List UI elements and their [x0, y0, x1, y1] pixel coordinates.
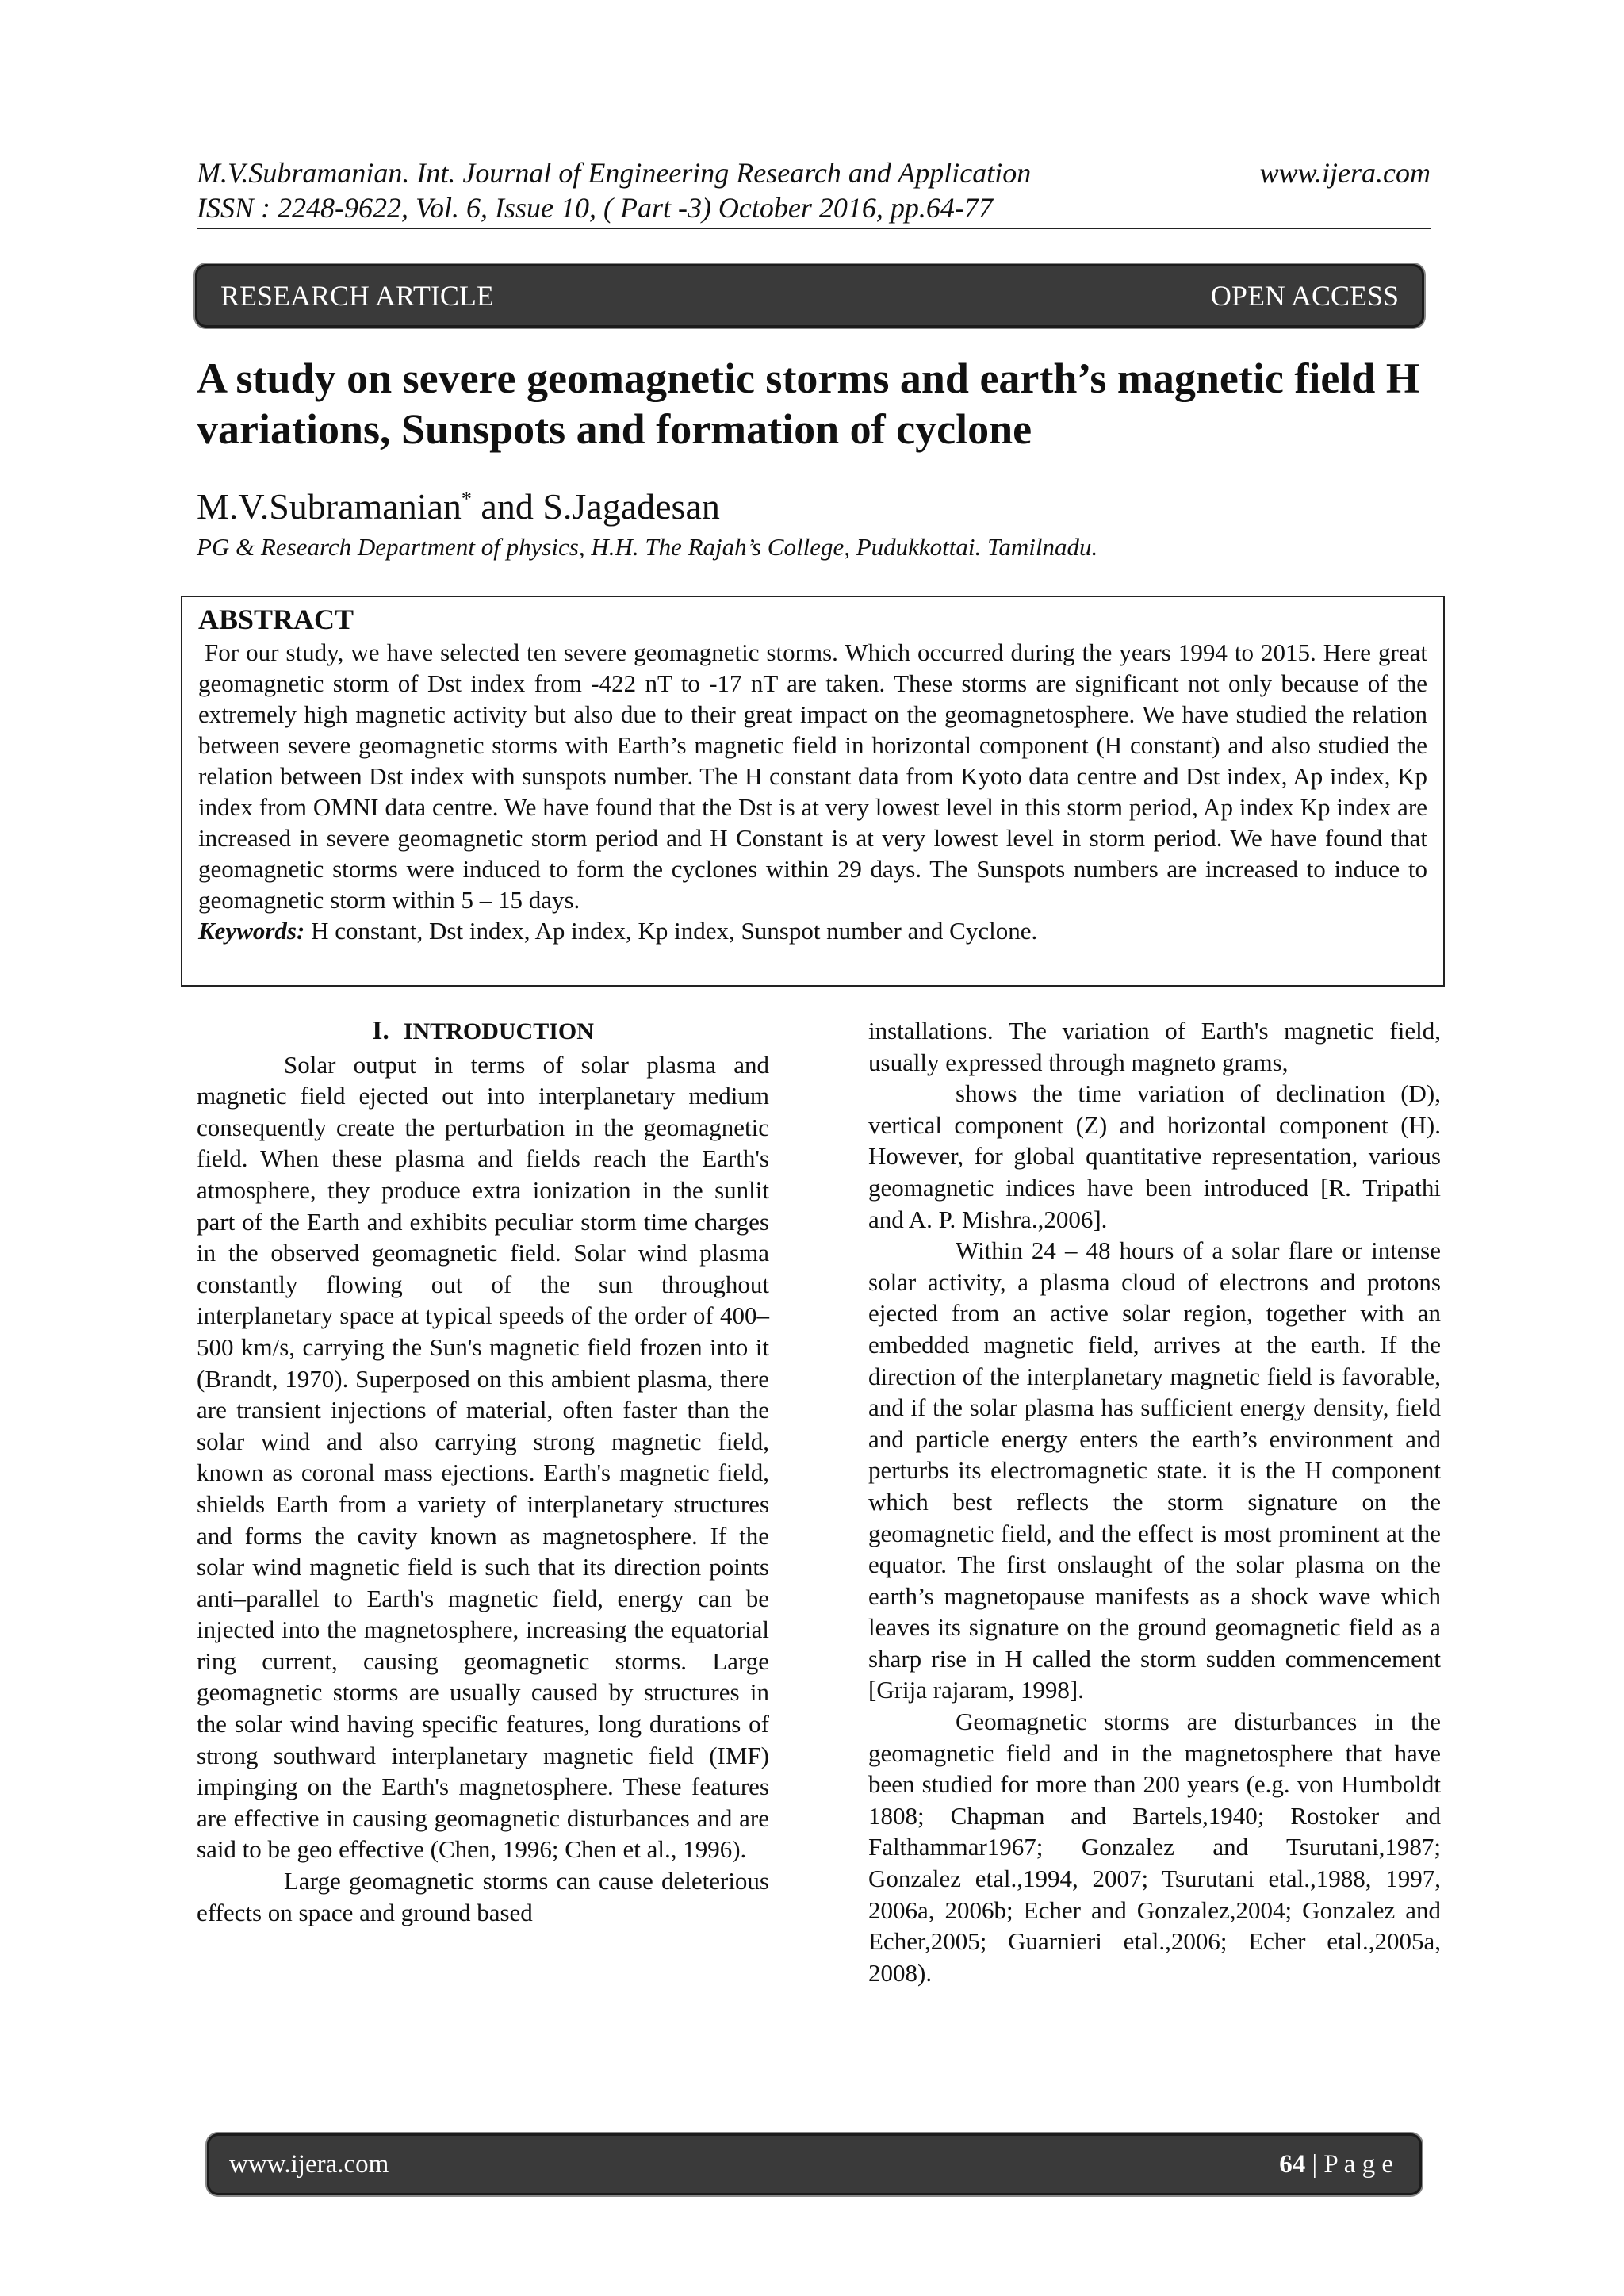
keywords-label: Keywords: — [198, 917, 305, 945]
body-paragraph: shows the time variation of declination (D), vertical component (Z) and horizontal component (H). However, for global quantitative representation, various geomagnetic indices have been introduced [R. Tripathi and A. P. Mishra.,2006]. — [868, 1079, 1441, 1233]
paper-title: A study on severe geomagnetic storms and earth’s magnetic field H variations, Sunspots and formation of cyclone — [197, 355, 1419, 453]
author-primary: M.V.Subramanian — [197, 486, 462, 527]
page-indicator — [1279, 2150, 1393, 2179]
body-paragraph: Solar output in terms of solar plasma and magnetic field ejected out into interplanetary medium consequently create the perturbation in the geomagnetic field. When these plasma and fields reach the Earth's atmosphere, they produce extra ionization in the sunlit part of the Earth and exhibits peculiar storm time charges in the observed geomagnetic field. Solar wind plasma constantly flowing out of the sun throughout interplanetary space at typical speeds of the order of 400–500 km/s, carrying the Sun's magnetic field frozen into it (Brandt, 1970). Superposed on this ambient plasma, there are transient injections of material, often faster than the solar wind and also carrying strong magnetic field, known as coronal mass ejections. Earth's magnetic field, shields Earth from a variety of interplanetary structures and forms the cavity known as magnetosphere. If the solar wind magnetic field is such that its direction points anti–parallel to Earth's magnetic field, energy can be injected into the magnetosphere, increasing the equatorial ring current, causing geomagnetic storms. Large geomagnetic storms are usually caused by structures in the solar wind having specific features, long durations of strong southward interplanetary magnetic field (IMF) impinging on the Earth's magnetosphere. These features are effective in causing geomagnetic disturbances and are said to be geo effective (Chen, 1996; Chen et al., 1996). — [197, 1050, 769, 1864]
abstract-box — [181, 596, 1445, 987]
left-column — [197, 1015, 769, 1928]
running-header — [197, 155, 1431, 225]
article-type-label: RESEARCH ARTICLE — [220, 280, 494, 312]
access-label: OPEN ACCESS — [1210, 280, 1399, 312]
body-paragraph: Large geomagnetic storms can cause deleterious effects on space and ground based — [197, 1867, 769, 1926]
author-secondary: and S.Jagadesan — [471, 486, 720, 527]
right-column — [868, 1015, 1441, 1988]
abstract-text: For our study, we have selected ten severe geomagnetic storms. Which occurred during the years 1994 to 2015. Here great geomagnetic storm of Dst index from -422 nT to -17 nT are taken. These storms are significant not only because of the extremely high magnetic activity but also due to their great impact on the geomagnetosphere. We have studied the relation between severe geomagnetic storms with Earth’s magnetic field in horizontal component (H constant) and also studied the relation between Dst index with sunspots number. The H constant data from Kyoto data centre and Dst index, Ap index, Kp index from OMNI data centre. We have found that the Dst is at very lowest level in this storm period, Ap index Kp index are increased in severe geomagnetic storm period and H Constant is at very lowest level in storm period. We have found that geomagnetic storms were induced to form the cyclones within 29 days. The Sunspots numbers are increased to induce to geomagnetic storm within 5 – 15 days. — [198, 638, 1427, 914]
article-type-banner — [195, 264, 1424, 328]
page-footer — [207, 2133, 1422, 2195]
author-line — [197, 485, 720, 527]
keywords-line — [198, 915, 1427, 946]
section-number: I. — [372, 1016, 389, 1045]
header-rule — [197, 228, 1431, 229]
journal-citation: M.V.Subramanian. Int. Journal of Engineering Research and Application — [197, 157, 1032, 189]
corresponding-mark: * — [461, 487, 472, 511]
keywords-list: H constant, Dst index, Ap index, Kp index, Sunspot number and Cyclone. — [304, 917, 1038, 945]
section-heading — [197, 1015, 769, 1048]
journal-website[interactable]: www.ijera.com — [1259, 157, 1431, 189]
footer-website[interactable]: www.ijera.com — [229, 2149, 389, 2179]
body-paragraph: Within 24 – 48 hours of a solar flare or intense solar activity, a plasma cloud of electrons and protons ejected from an active solar region, together with an embedded magnetic field, arrives at the earth. If the direction of the interplanetary magnetic field is favorable, and if the solar plasma has sufficient energy density, field and particle energy enters the earth’s environment and perturbs its electromagnetic state. it is the H component which best reflects the storm signature on the geomagnetic field, and the effect is most prominent at the equator. The first onslaught of the solar plasma on the earth’s magnetopause manifests as a shock wave which leaves its signature on the ground geomagnetic field as a sharp rise in H called the storm sudden commencement [Grija rajaram, 1998]. — [868, 1236, 1441, 1704]
affiliation: PG & Research Department of physics, H.H. The Rajah’s College, Pudukkottai. Tamilnadu. — [197, 533, 1098, 561]
body-paragraph: installations. The variation of Earth's magnetic field, usually expressed through magneto grams, — [868, 1017, 1441, 1076]
issn-line: ISSN : 2248-9622, Vol. 6, Issue 10, ( Part -3) October 2016, pp.64-77 — [197, 192, 993, 224]
section-title: INTRODUCTION — [403, 1018, 594, 1045]
abstract-heading: ABSTRACT — [198, 604, 354, 635]
body-paragraph: Geomagnetic storms are disturbances in the geomagnetic field and in the magnetosphere that have been studied for more than 200 years (e.g. von Humboldt 1808; Chapman and Bartels,1940; Rostoker and Falthammar1967; Gonzalez and Tsurutani,1987; Gonzalez etal.,1994, 2007; Tsurutani etal.,1988, 1997, 2006a, 2006b; Echer and Gonzalez,2004; Gonzalez and Echer,2005; Guarnieri etal.,2006; Echer etal.,2005a, 2008). — [868, 1708, 1441, 1987]
page-label: | P a g e — [1305, 2149, 1393, 2179]
page-number: 64 — [1279, 2149, 1306, 2179]
